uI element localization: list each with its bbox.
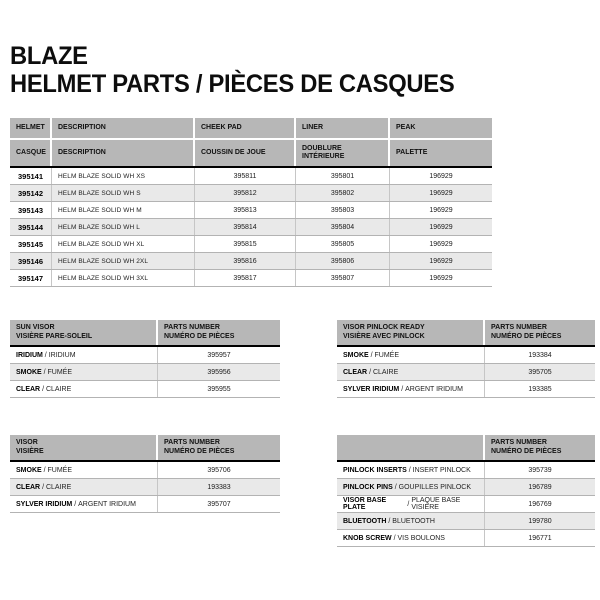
col-header-coussin: COUSSIN DE JOUE	[195, 140, 296, 166]
accessories-table	[337, 435, 595, 547]
label-french: FUMÉE	[47, 466, 73, 474]
part-number-cell: 395957	[207, 351, 231, 359]
description-cell: HELM BLAZE SOLID WH 2XL	[52, 253, 195, 269]
table-row	[10, 185, 492, 202]
accessories-header-parts	[485, 435, 595, 460]
col-header-doublure-text: DOUBLURE INTÉRIEURE	[302, 144, 345, 160]
parts-number-label-en: PARTS NUMBER	[491, 439, 547, 446]
visor-header-title	[10, 435, 158, 460]
helmet-parts-table	[10, 118, 492, 287]
label-french: GOUPILLES PINLOCK	[398, 483, 471, 491]
part-label-cell	[337, 462, 485, 478]
page-title-model: BLAZE	[10, 42, 88, 70]
slash-separator: /	[40, 385, 46, 393]
peak-cell: 196929	[429, 223, 453, 231]
liner-cell: 395802	[296, 185, 390, 201]
part-label-cell	[337, 364, 485, 380]
accessories-table-header	[337, 435, 595, 462]
liner-cell: 395804	[296, 219, 390, 235]
visor-table	[10, 435, 280, 513]
part-number-cell: 395707	[207, 500, 231, 508]
table-row	[10, 496, 280, 513]
col-header-description-fr: DESCRIPTION	[52, 140, 195, 166]
table-row	[10, 347, 280, 364]
slash-separator: /	[367, 368, 373, 376]
parts-number-label-fr: NUMÉRO DE PIÈCES	[164, 332, 235, 340]
label-english: PINLOCK PINS	[343, 483, 393, 491]
table-row	[10, 202, 492, 219]
part-label-cell	[337, 513, 485, 529]
table-row	[337, 347, 595, 364]
label-english: SMOKE	[16, 466, 42, 474]
table-row	[10, 219, 492, 236]
part-label-cell	[337, 496, 485, 512]
part-number-cell: 395956	[207, 368, 231, 376]
label-french: IRIDIUM	[48, 351, 76, 359]
parts-number-label-fr: NUMÉRO DE PIÈCES	[164, 447, 235, 455]
slash-separator: /	[392, 483, 399, 491]
col-header-peak: PEAK	[390, 118, 492, 140]
table-row	[10, 253, 492, 270]
part-number-cell: 196769	[528, 500, 552, 508]
part-number-cell: 193385	[528, 385, 552, 393]
page-title-block	[10, 42, 454, 98]
visor-pinlock-table-body	[337, 347, 595, 398]
header-row-english	[10, 118, 492, 140]
peak-cell: 196929	[429, 189, 453, 197]
cheek-pad-cell: 395813	[195, 202, 296, 218]
col-header-helmet: HELMET	[10, 118, 52, 140]
part-label-cell	[10, 496, 158, 512]
table-row	[337, 479, 595, 496]
description-cell: HELM BLAZE SOLID WH XS	[52, 168, 195, 184]
part-label-cell	[10, 381, 158, 397]
label-french: INSERT PINLOCK	[412, 466, 471, 474]
part-label-cell	[10, 364, 158, 380]
slash-separator: /	[391, 534, 398, 542]
helmet-code-cell: 395146	[10, 253, 52, 269]
table-row	[10, 168, 492, 185]
visor-table-body	[10, 462, 280, 513]
part-label-cell	[10, 462, 158, 478]
sun-visor-table-header	[10, 320, 280, 347]
slash-separator: /	[40, 483, 46, 491]
label-english: KNOB SCREW	[343, 534, 392, 542]
col-header-liner: LINER	[296, 118, 390, 140]
description-cell: HELM BLAZE SOLID WH 3XL	[52, 270, 195, 286]
label-english: SMOKE	[343, 351, 369, 359]
label-english: CLEAR	[343, 368, 368, 376]
part-label-cell	[10, 347, 158, 363]
accessories-header-empty-cell	[337, 435, 485, 460]
table-row	[10, 364, 280, 381]
peak-cell: 196929	[429, 240, 453, 248]
table-row	[337, 530, 595, 547]
label-english: IRIDIUM	[16, 351, 43, 359]
label-french: FUMÉE	[47, 368, 73, 376]
parts-number-label-fr: NUMÉRO DE PIÈCES	[491, 332, 562, 340]
sun-visor-table-body	[10, 347, 280, 398]
cheek-pad-cell: 395812	[195, 185, 296, 201]
sun-visor-title-fr: VISIÈRE PARE-SOLEIL	[16, 332, 93, 340]
slash-separator: /	[72, 500, 79, 508]
visor-title-en: VISOR	[16, 439, 38, 446]
visor-title-fr: VISIÈRE	[16, 447, 44, 455]
table-row	[10, 462, 280, 479]
col-header-doublure	[296, 140, 390, 166]
visor-pinlock-title-en: VISOR PINLOCK READY	[343, 324, 425, 331]
slash-separator: /	[405, 500, 412, 508]
parts-number-label-fr: NUMÉRO DE PIÈCES	[491, 447, 562, 455]
part-label-cell	[337, 347, 485, 363]
label-french: CLAIRE	[45, 483, 72, 491]
cheek-pad-cell: 395815	[195, 236, 296, 252]
table-row	[10, 236, 492, 253]
peak-cell: 196929	[429, 206, 453, 214]
accessories-table-body	[337, 462, 595, 547]
label-english: SYLVER IRIDIUM	[343, 385, 400, 393]
part-number-cell: 395739	[528, 466, 552, 474]
helmet-code-cell: 395142	[10, 185, 52, 201]
slash-separator: /	[399, 385, 406, 393]
label-french: CLAIRE	[45, 385, 72, 393]
label-french: ARGENT IRIDIUM	[78, 500, 136, 508]
description-cell: HELM BLAZE SOLID WH XL	[52, 236, 195, 252]
col-header-casque: CASQUE	[10, 140, 52, 166]
slash-separator: /	[42, 351, 49, 359]
table-row	[10, 479, 280, 496]
parts-number-label-en: PARTS NUMBER	[164, 324, 220, 331]
liner-cell: 395801	[296, 168, 390, 184]
part-number-cell: 395706	[207, 466, 231, 474]
sun-visor-header-title	[10, 320, 158, 345]
peak-cell: 196929	[429, 274, 453, 282]
visor-table-header	[10, 435, 280, 462]
table-row	[337, 364, 595, 381]
part-label-cell	[337, 530, 485, 546]
helmet-code-cell: 395147	[10, 270, 52, 286]
description-cell: HELM BLAZE SOLID WH M	[52, 202, 195, 218]
visor-pinlock-header-title	[337, 320, 485, 345]
sun-visor-title-en: SUN VISOR	[16, 324, 55, 331]
description-cell: HELM BLAZE SOLID WH S	[52, 185, 195, 201]
col-header-cheek-pad: CHEEK PAD	[195, 118, 296, 140]
helmet-parts-table-header	[10, 118, 492, 168]
part-number-cell: 196789	[528, 483, 552, 491]
description-cell: HELM BLAZE SOLID WH L	[52, 219, 195, 235]
cheek-pad-cell: 395814	[195, 219, 296, 235]
parts-number-label-en: PARTS NUMBER	[164, 439, 220, 446]
table-row	[337, 496, 595, 513]
label-english: CLEAR	[16, 385, 41, 393]
header-row-french	[10, 140, 492, 166]
part-label-cell	[10, 479, 158, 495]
helmet-code-cell: 395143	[10, 202, 52, 218]
label-french: FUMÉE	[374, 351, 400, 359]
peak-cell: 196929	[429, 257, 453, 265]
helmet-parts-table-body	[10, 168, 492, 287]
slash-separator: /	[41, 368, 48, 376]
table-row	[10, 381, 280, 398]
page-title-section: HELMET PARTS / PIÈCES DE CASQUES	[10, 70, 455, 98]
slash-separator: /	[386, 517, 393, 525]
visor-pinlock-ready-table	[337, 320, 595, 398]
helmet-code-cell: 395141	[10, 168, 52, 184]
label-english: CLEAR	[16, 483, 41, 491]
part-label-cell	[337, 479, 485, 495]
label-english: BLUETOOTH	[343, 517, 387, 525]
sun-visor-table	[10, 320, 280, 398]
peak-cell: 196929	[429, 172, 453, 180]
label-french: ARGENT IRIDIUM	[405, 385, 463, 393]
label-english: PINLOCK INSERTS	[343, 466, 407, 474]
visor-header-parts	[158, 435, 280, 460]
liner-cell: 395803	[296, 202, 390, 218]
cheek-pad-cell: 395817	[195, 270, 296, 286]
liner-cell: 395805	[296, 236, 390, 252]
slash-separator: /	[406, 466, 413, 474]
table-row	[337, 381, 595, 398]
table-row	[337, 462, 595, 479]
part-label-cell	[337, 381, 485, 397]
col-header-description: DESCRIPTION	[52, 118, 195, 140]
sun-visor-header-parts	[158, 320, 280, 345]
visor-pinlock-title-fr: VISIÈRE AVEC PINLOCK	[343, 332, 425, 340]
label-english: VISOR BASE PLATE	[343, 497, 387, 511]
label-french: VIS BOULONS	[397, 534, 445, 542]
liner-cell: 395807	[296, 270, 390, 286]
part-number-cell: 199780	[528, 517, 552, 525]
helmet-code-cell: 395144	[10, 219, 52, 235]
label-english: SMOKE	[16, 368, 42, 376]
table-row	[10, 270, 492, 287]
cheek-pad-cell: 395816	[195, 253, 296, 269]
label-french: PLAQUE BASE VISIÈRE	[411, 497, 461, 511]
label-french: CLAIRE	[372, 368, 399, 376]
visor-pinlock-table-header	[337, 320, 595, 347]
part-number-cell: 196771	[528, 534, 552, 542]
part-number-cell: 395955	[207, 385, 231, 393]
slash-separator: /	[41, 466, 48, 474]
cheek-pad-cell: 395811	[195, 168, 296, 184]
label-english: SYLVER IRIDIUM	[16, 500, 73, 508]
col-header-palette: PALETTE	[390, 140, 492, 166]
visor-pinlock-header-parts	[485, 320, 595, 345]
slash-separator: /	[368, 351, 375, 359]
label-french: BLUETOOTH	[392, 517, 435, 525]
part-number-cell: 193383	[207, 483, 231, 491]
liner-cell: 395806	[296, 253, 390, 269]
part-number-cell: 193384	[528, 351, 552, 359]
helmet-code-cell: 395145	[10, 236, 52, 252]
part-number-cell: 395705	[528, 368, 552, 376]
table-row	[337, 513, 595, 530]
parts-number-label-en: PARTS NUMBER	[491, 324, 547, 331]
